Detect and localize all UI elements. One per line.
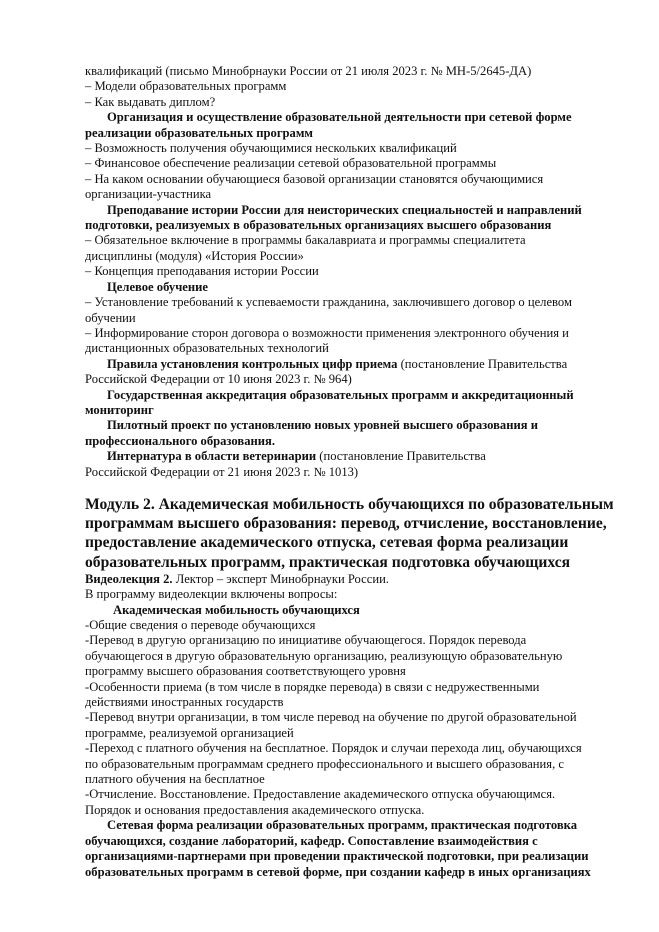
text-line: Государственная аккредитация образовательных программ и аккредитационный — [107, 387, 574, 402]
text-line: организации-участника — [85, 187, 212, 202]
text-line: – Установление требований к успеваемости гражданина, заключившего договор о целевом — [85, 295, 572, 310]
module-title-line: предоставление академического отпуска, сетевая форма реализации — [85, 534, 569, 552]
text-line: – Возможность получения обучающимися нескольких квалификаций — [85, 141, 457, 156]
text-line: -Перевод внутри организации, в том числе перевод на обучение по другой образовательной — [85, 710, 577, 725]
text-line: Преподавание истории России для неисторических специальностей и направлений — [107, 202, 582, 217]
text-line: подготовки, реализуемых в образовательных организациях высшего образования — [85, 218, 552, 233]
spacer — [85, 480, 619, 495]
text-line: квалификаций (письмо Минобрнауки России от 21 июля 2023 г. № МН-5/2645-ДА) — [85, 64, 532, 78]
text-line: обучающегося в другую образовательную организацию, реализующую образовательную — [85, 648, 563, 663]
text-line: – Информирование сторон договора о возможности применения электронного обучения и — [85, 325, 569, 340]
video-lecture-bold: Видеолекция 2. — [85, 571, 173, 586]
rules-normal: (постановление Правительства — [397, 356, 568, 371]
text-line: организациями-партнерами при проведении практической подготовки, при реализации — [85, 849, 589, 864]
text-line: программу высшего образования соответствующего уровня — [85, 664, 406, 679]
text-line: Пилотный проект по установлению новых уровней высшего образования и — [107, 418, 538, 433]
text-line: платного обучения на бесплатное — [85, 772, 265, 787]
text-line: -Перевод в другую организацию по инициативе обучающегося. Порядок перевода — [85, 633, 527, 648]
text-line: -Переход с платного обучения на бесплатное. Порядок и случаи перехода лиц, обучающихся — [85, 741, 582, 756]
text-line: Академическая мобильность обучающихся — [113, 602, 360, 617]
text-line: по образовательным программам среднего профессионального и высшего образования, с — [85, 756, 564, 771]
text-line: – Как выдавать диплом? — [85, 94, 216, 109]
text-line: дисциплины (модуля) «История России» — [85, 248, 304, 263]
text-line: профессионального образования. — [85, 433, 275, 448]
video-lecture-line — [85, 572, 619, 587]
internship-normal: (постановление Правительства — [316, 449, 486, 464]
module-title — [85, 495, 619, 572]
rules-bold: Правила установления контрольных цифр приема — [107, 356, 398, 371]
text-line: реализации образовательных программ — [85, 125, 314, 140]
text-line: – Обязательное включение в программы бакалавриата и программы специалитета — [85, 233, 526, 248]
text-line: – Финансовое обеспечение реализации сетевой образовательной программы — [85, 156, 497, 171]
text-line: – Концепция преподавания истории России — [85, 264, 319, 279]
text-line: дистанционных образовательных технологий — [85, 341, 329, 356]
module-title-line: программам высшего образования: перевод, отчисление, восстановление, — [85, 515, 607, 533]
text-line: В программу видеолекции включены вопросы: — [85, 587, 338, 602]
internship-bold: Интернатура в области ветеринарии — [107, 449, 317, 464]
video-lecture-normal: Лектор – эксперт Минобрнауки России. — [172, 571, 389, 586]
section-bottom — [85, 587, 619, 880]
text-line: мониторинг — [85, 402, 154, 417]
text-line: – На каком основании обучающиеся базовой организации становятся обучающимися — [85, 171, 544, 186]
section-mid — [85, 372, 619, 449]
text-line: Сетевая форма реализации образовательных программ, практическая подготовка — [107, 818, 578, 833]
rules-line — [85, 357, 619, 372]
module-title-line: Модуль 2. Академическая мобильность обучающихся по образовательным — [85, 495, 614, 513]
text-line: Целевое обучение — [107, 279, 208, 294]
section-top — [85, 64, 619, 357]
text-line: программе, реализуемой организацией — [85, 725, 294, 740]
text-line: Порядок и основания предоставления академического отпуска. — [85, 802, 425, 817]
text-line: Организация и осуществление образовательной деятельности при сетевой форме — [107, 110, 572, 125]
text-line: -Отчисление. Восстановление. Предоставление академического отпуска обучающимся. — [85, 787, 556, 802]
module-title-line: образовательных программ, практическая подготовка обучающихся — [85, 553, 571, 571]
text-line: действиями иностранных государств — [85, 695, 284, 710]
internship-line-2: Российской Федерации от 21 июня 2023 г. № 1013) — [85, 464, 359, 479]
text-line: образовательных программ в сетевой форме, при создании кафедр в иных организациях — [85, 864, 591, 879]
text-line: – Модели образовательных программ — [85, 79, 287, 94]
text-line: -Общие сведения о переводе обучающихся — [85, 618, 316, 632]
text-line: обучающихся, создание лабораторий, кафедр. Сопоставление взаимодействия с — [85, 833, 538, 848]
text-line: Российской Федерации от 10 июня 2023 г. № 964) — [85, 372, 352, 387]
text-line: обучении — [85, 310, 136, 325]
internship-line — [85, 449, 619, 464]
text-line: -Особенности приема (в том числе в порядке перевода) в связи с недружественными — [85, 679, 540, 694]
